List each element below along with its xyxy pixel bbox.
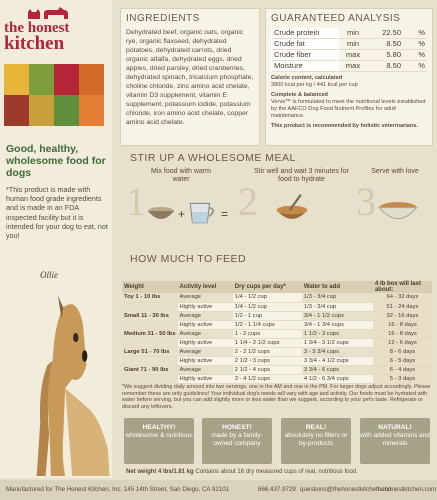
water-cell: 3 3/4 - 6 cups <box>302 365 373 374</box>
table-row <box>122 374 432 383</box>
nutrient-name: Crude protein <box>271 28 339 38</box>
water-cell: 3 3/4 - 4 1/2 cups <box>302 356 373 365</box>
column-header: Activity level <box>178 281 233 293</box>
weight-cell <box>122 374 178 383</box>
feeding-table <box>122 281 432 384</box>
step-3-text: Serve with love <box>371 168 419 175</box>
water-cell: 3/4 - 1 3/4 cups <box>302 320 373 329</box>
water-cell: 1/3 - 3/4 cup <box>302 293 373 302</box>
nutrient-qualifier: min <box>346 39 360 48</box>
activity-cell: Highly active <box>178 320 233 329</box>
website-link: thehonestkitchen.com <box>376 486 437 493</box>
benefit-badge <box>360 418 430 464</box>
column-header: 4 lb box will last about: <box>373 281 432 293</box>
feeding-heading: HOW MUCH TO FEED <box>130 253 247 265</box>
table-row <box>122 302 432 311</box>
cups-cell: 3 - 4 1/2 cups <box>233 374 302 383</box>
measuring-cup-icon <box>186 198 218 226</box>
weight-cell: Medium 31 - 50 lbs <box>124 330 176 337</box>
color-square <box>29 95 54 126</box>
weight-cell: Small 11 - 30 lbs <box>122 311 178 320</box>
step-number: 1 <box>126 179 146 224</box>
weight-cell <box>122 338 178 347</box>
calorie-text: 3800 kcal per kg / 441 kcal per cup <box>271 82 358 88</box>
nutrient-name: Crude fiber <box>271 50 339 60</box>
dog-photo <box>10 296 130 476</box>
activity-cell: Highly active <box>178 302 233 311</box>
equals-sign: = <box>221 207 229 221</box>
activity-cell: Highly active <box>178 374 233 383</box>
benefit-badge <box>124 418 194 464</box>
nutrient-value: 22.50 <box>382 28 401 37</box>
feeding-note: *We suggest dividing daily amount into two servings, one in the AM and one in the PM. For larger dogs adjust accordingly. Please remember these are only guidelines! Your individual dog's needs will vary with age and activity. Our foods must be hydrated with water before serving, but you can add slightly more or less water than we suggest, according to your pet's taste. Refrigerate or discard any leftovers. <box>122 384 431 410</box>
recommended-note <box>271 123 427 130</box>
nutrient-value: 5.80 <box>386 50 401 59</box>
badge-title: NATURAL! <box>378 424 412 431</box>
badge-title: REAL! <box>305 424 327 431</box>
cups-cell: 2 - 2 1/2 cups <box>233 347 302 356</box>
table-row <box>122 311 432 320</box>
human-grade-note: *This product is made with human food grade ingredients and is made in an FDA inspected facility but it is intended for your dog to eat, not you! <box>6 185 108 241</box>
weight-cell: Large 51 - 70 lbs <box>122 347 178 356</box>
recommended-text: This product is recommended by holistic veterinarians. <box>271 123 419 129</box>
nutrient-unit: % <box>418 28 425 37</box>
complete-title: Complete & balanced <box>271 92 328 98</box>
nutrient-qualifier: max <box>345 50 361 59</box>
net-weight-text: Contains about 16 dry measured cups of real, nutritious food. <box>195 469 358 475</box>
water-cell: 1 3/4 - 3 1/2 cups <box>302 338 373 347</box>
nutrient-qualifier: min <box>346 28 360 37</box>
activity-cell: Highly active <box>178 338 233 347</box>
preparation-section <box>120 152 433 244</box>
box-days-cell: 6 - 4 days <box>373 365 432 374</box>
box-days-cell: 64 - 32 days <box>373 293 432 302</box>
analysis-row <box>271 28 427 39</box>
color-square <box>54 64 79 95</box>
nutrient-value: 8.50 <box>386 61 401 70</box>
activity-cell: Average <box>178 365 233 374</box>
activity-cell: Average <box>178 329 233 338</box>
table-header-row <box>122 281 432 293</box>
table-row <box>122 365 432 374</box>
activity-cell: Average <box>178 293 233 302</box>
ingredients-panel <box>120 8 260 146</box>
step-1-text: Mix food with warm water <box>151 168 211 183</box>
badge-title: HONEST! <box>222 424 252 431</box>
calorie-title: Calorie content, calculated <box>271 75 343 81</box>
color-square <box>79 95 104 126</box>
activity-cell: Average <box>178 311 233 320</box>
water-cell: 1/3 - 3/4 cup <box>302 302 373 311</box>
nutrient-unit: % <box>418 61 425 70</box>
brand-tagline: Good, healthy, wholesome food for dogs <box>6 143 106 179</box>
cups-cell: 1/4 - 1/2 cup <box>233 302 302 311</box>
complete-text: Verve™ is formulated to meet the nutritional levels established by the AAFCO Dog Food Nutrient Profiles for adult maintenance. <box>271 99 426 119</box>
cups-cell: 1 - 2 cups <box>233 329 302 338</box>
cups-cell: 2 1/2 - 3 cups <box>233 356 302 365</box>
step-number: 2 <box>238 179 258 224</box>
plus-sign: + <box>178 207 186 221</box>
benefit-badge <box>202 418 272 464</box>
dog-name-label: Ollie <box>40 270 58 280</box>
table-row <box>122 356 432 365</box>
brand-name-line2: kitchen <box>4 33 65 54</box>
serving-bowl-icon <box>376 198 420 226</box>
analysis-row <box>271 61 427 72</box>
table-row <box>122 347 432 356</box>
badge-title: HEALTHY! <box>142 424 176 431</box>
nutrient-value: 8.50 <box>386 39 401 48</box>
net-weight <box>126 469 358 475</box>
box-days-cell: 16 - 8 days <box>373 320 432 329</box>
box-days-cell: 12 - 6 days <box>373 338 432 347</box>
benefit-badges <box>122 418 433 466</box>
cups-cell: 2 1/2 - 4 cups <box>233 365 302 374</box>
column-header: Weight <box>122 281 178 293</box>
cat-dog-icon <box>24 6 74 20</box>
water-cell: 1 1/2 - 3 cups <box>302 329 373 338</box>
activity-cell: Highly active <box>178 356 233 365</box>
nutrient-unit: % <box>418 50 425 59</box>
color-square <box>54 95 79 126</box>
manufacturer-text: Manufactured for The Honest Kitchen, Inc. 145 14th Street, San Diego, CA 92101 <box>6 486 230 493</box>
complete-block <box>271 92 427 120</box>
column-header: Dry cups per day* <box>233 281 302 293</box>
analysis-panel <box>265 8 433 146</box>
activity-cell: Average <box>178 347 233 356</box>
ingredients-text: Dehydrated beef, organic oats, organic rye, organic flaxseed, dehydrated potatoes, dehydrated carrots, dried organic alfalfa, dehydrated eggs, dried apples, dried parsley, dried cranberries, dehydrated spinach, tricalcium phosphate, choline chloride, zinc amino acid chelate, vitamin D3 supplement, vitamin E supplement, potassium iodide, potassium chloride, iron amino acid chelate, copper amino acid chelate. <box>126 29 254 126</box>
nutrient-unit: % <box>418 39 425 48</box>
weight-cell <box>122 302 178 311</box>
step-2-text: Stir well and wait 3 minutes for food to hydrate <box>254 168 349 183</box>
nutrient-name: Crude fat <box>271 39 339 49</box>
nutrient-qualifier: max <box>345 61 361 70</box>
badge-text: with added vitamins and minerals <box>360 432 430 447</box>
box-days-cell: 6 - 5 days <box>373 356 432 365</box>
analysis-row <box>271 50 427 61</box>
table-row <box>122 329 432 338</box>
box-days-cell: 5 - 3 days <box>373 374 432 383</box>
net-weight-label: Net weight 4 lbs/1.81 kg <box>126 469 194 475</box>
calorie-block <box>271 75 427 89</box>
table-row <box>122 293 432 302</box>
water-cell: 3 - 3 3/4 cups <box>302 347 373 356</box>
color-square <box>79 64 104 95</box>
cups-cell: 1/2 - 1 cup <box>233 311 302 320</box>
weight-cell <box>122 356 178 365</box>
weight-cell <box>122 320 178 329</box>
color-square <box>4 95 29 126</box>
food-bowl-icon <box>146 202 176 224</box>
analysis-row <box>271 39 427 50</box>
water-cell: 4 1/2 - 6 3/4 cups <box>302 374 373 383</box>
box-days-cell: 51 - 24 days <box>373 302 432 311</box>
badge-text: made by a family-owned company <box>211 432 263 447</box>
box-days-cell: 32 - 16 days <box>373 311 432 320</box>
cups-cell: 1/4 - 1/2 cup <box>233 293 302 302</box>
weight-cell: Toy 1 - 10 lbs <box>122 293 178 302</box>
phone-number: 866.437.9729 <box>258 486 296 493</box>
brand-name-line1: the honest <box>4 20 70 36</box>
step-number: 3 <box>356 179 376 224</box>
contact-email: questions@thehonestkitchen.com <box>300 486 393 493</box>
preparation-heading: STIR UP A WHOLESOME MEAL <box>130 152 296 164</box>
cups-cell: 1/2 - 1 1/4 cups <box>233 320 302 329</box>
analysis-heading: GUARANTEED ANALYSIS <box>271 13 401 24</box>
badge-text: absolutely no fillers or by-products <box>284 432 348 447</box>
ingredients-heading: INGREDIENTS <box>126 13 200 24</box>
table-row <box>122 320 432 329</box>
nutrient-name: Moisture <box>271 61 339 71</box>
table-row <box>122 338 432 347</box>
stirring-spoon-icon <box>270 192 314 226</box>
column-header: Water to add <box>302 281 373 293</box>
benefit-badge <box>281 418 351 464</box>
weight-cell: Giant 71 - 90 lbs <box>122 365 178 374</box>
color-square <box>29 64 54 95</box>
brand-color-tile <box>4 64 104 126</box>
badge-text: wholesome & nutritious <box>125 432 193 439</box>
box-days-cell: 8 - 6 days <box>373 347 432 356</box>
color-square <box>4 64 29 95</box>
footer <box>0 480 437 500</box>
box-days-cell: 16 - 8 days <box>373 329 432 338</box>
water-cell: 3/4 - 1 1/2 cups <box>302 311 373 320</box>
cups-cell: 1 1/4 - 2 1/2 cups <box>233 338 302 347</box>
